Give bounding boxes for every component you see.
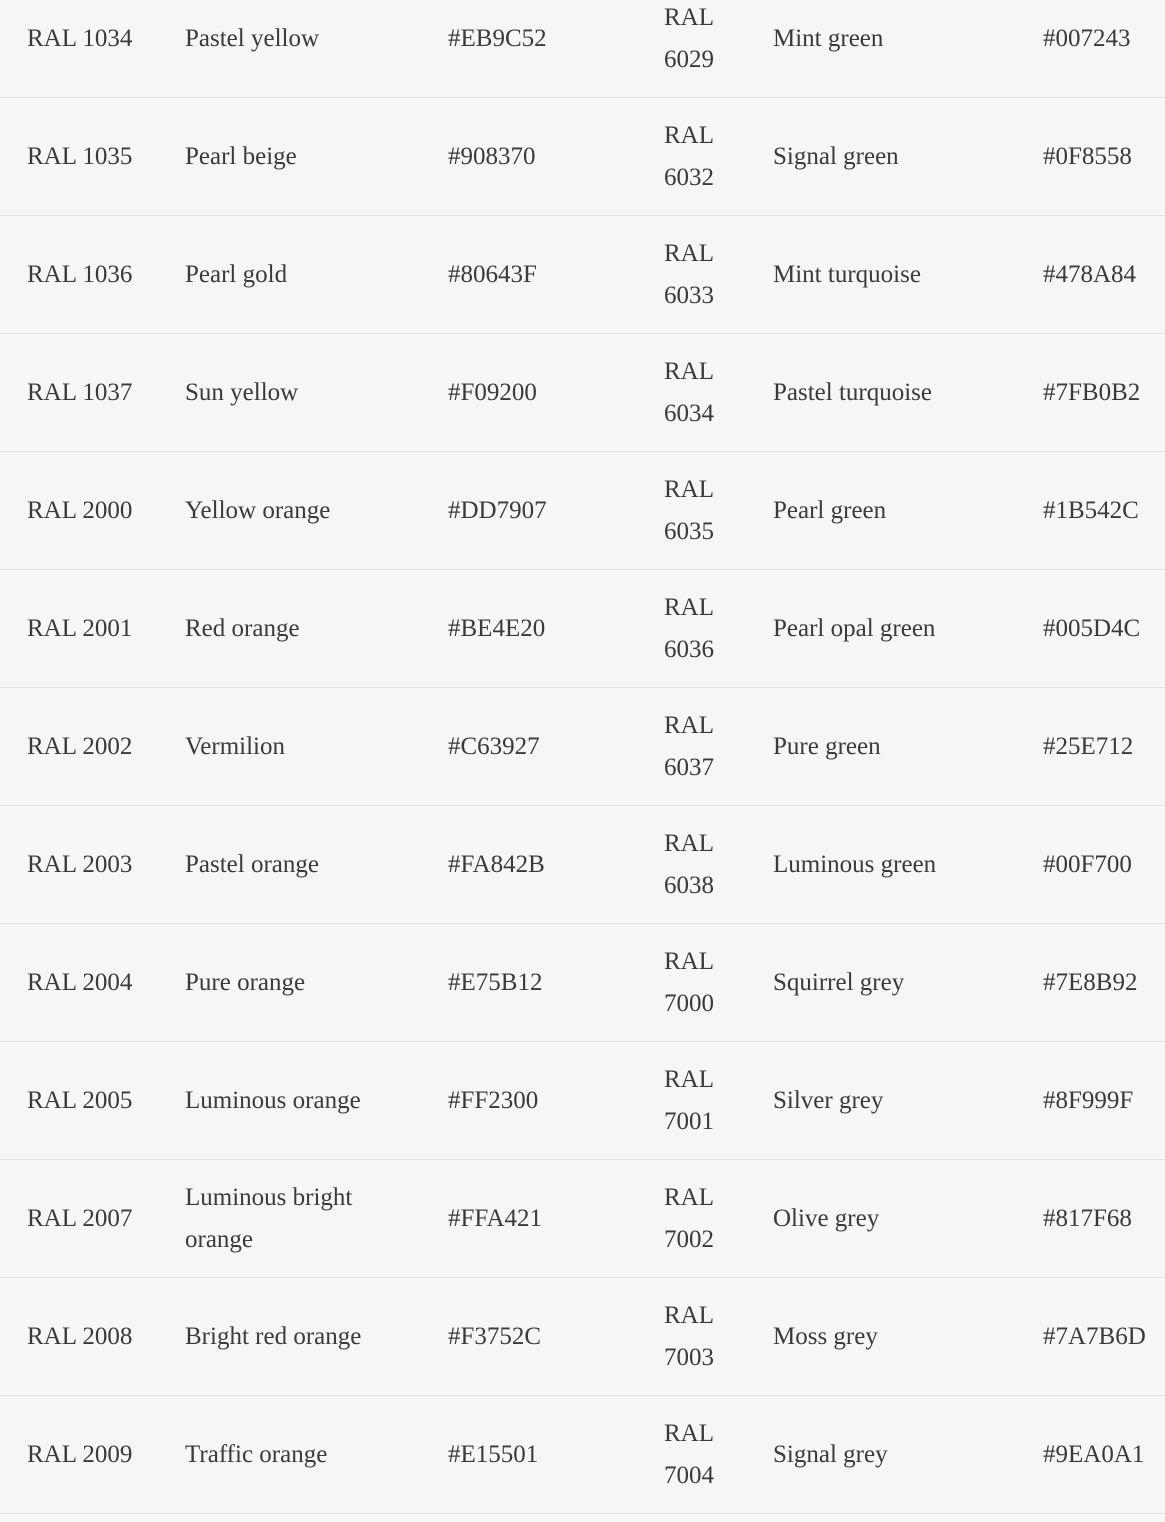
hex-code-cell: #BE4E20 [448,614,546,642]
ral-code-cell: RAL 2003 [27,850,133,878]
color-name-cell: Olive grey [773,1204,880,1232]
hex-code-cell: #817F68 [1043,1204,1132,1232]
color-name-cell: Squirrel grey [773,968,905,996]
table-row [0,688,1165,806]
ral-code-cell: RAL 2005 [27,1086,133,1114]
hex-code-cell: #478A84 [1043,260,1137,288]
ral-code-cell: RAL 6035 [664,475,714,545]
color-name-cell: Moss grey [773,1322,878,1350]
ral-code-cell: RAL 7003 [664,1301,714,1371]
table-row [0,216,1165,334]
color-name-cell: Pastel turquoise [773,378,933,406]
hex-code-cell: #005D4C [1043,614,1141,642]
color-name-cell: Luminous bright orange [185,1183,353,1253]
hex-code-cell: #DD7907 [448,496,547,524]
color-name-cell: Sun yellow [185,378,299,406]
ral-code-cell: RAL 6036 [664,593,714,663]
ral-code-cell: RAL 6038 [664,829,714,899]
table-row [0,334,1165,452]
table-row [0,570,1165,688]
hex-code-cell: #EB9C52 [448,24,547,52]
hex-code-cell: #0F8558 [1043,142,1132,170]
table-row [0,806,1165,924]
ral-code-cell: RAL 7001 [664,1065,714,1135]
color-name-cell: Pearl green [773,496,887,524]
hex-code-cell: #FA842B [448,850,545,878]
hex-code-cell: #FFA421 [448,1204,543,1232]
table-row [0,924,1165,1042]
hex-code-cell: #E75B12 [448,968,543,996]
table-row [0,1278,1165,1396]
ral-code-cell: RAL 7002 [664,1183,714,1253]
hex-code-cell: #F09200 [448,378,537,406]
ral-code-cell: RAL 2004 [27,968,133,996]
hex-code-cell: #8F999F [1043,1086,1134,1114]
ral-code-cell: RAL 2008 [27,1322,133,1350]
color-name-cell: Mint green [773,24,884,52]
table-row [0,0,1165,98]
hex-code-cell: #9EA0A1 [1043,1440,1145,1468]
color-name-cell: Luminous green [773,850,937,878]
color-name-cell: Yellow orange [185,496,331,524]
table-row [0,1042,1165,1160]
ral-code-cell: RAL 6034 [664,357,714,427]
color-name-cell: Red orange [185,614,300,642]
color-name-cell: Traffic orange [185,1440,328,1468]
hex-code-cell: #00F700 [1043,850,1132,878]
hex-code-cell: #C63927 [448,732,540,760]
color-name-cell: Pearl beige [185,142,297,170]
ral-code-cell: RAL 2007 [27,1204,133,1232]
color-name-cell: Pearl opal green [773,614,936,642]
table-row [0,452,1165,570]
ral-code-cell: RAL 7000 [664,947,714,1017]
color-name-cell: Pastel orange [185,850,319,878]
ral-code-cell: RAL 2000 [27,496,133,524]
color-name-cell: Pure orange [185,968,306,996]
hex-code-cell: #7FB0B2 [1043,378,1141,406]
ral-code-cell: RAL 6037 [664,711,714,781]
hex-code-cell: #FF2300 [448,1086,539,1114]
hex-code-cell: #25E712 [1043,732,1134,760]
hex-code-cell: #80643F [448,260,537,288]
color-name-cell: Pearl gold [185,260,288,288]
color-name-cell: Silver grey [773,1086,884,1114]
ral-code-cell: RAL 2002 [27,732,133,760]
color-name-cell: Luminous orange [185,1086,361,1114]
color-name-cell: Pure green [773,732,881,760]
color-name-cell: Mint turquoise [773,260,921,288]
ral-code-cell: RAL 1037 [27,378,133,406]
color-name-cell: Bright red orange [185,1322,362,1350]
ral-code-cell: RAL 2009 [27,1440,133,1468]
hex-code-cell: #007243 [1043,24,1131,52]
ral-code-cell: RAL 1035 [27,142,133,170]
hex-code-cell: #F3752C [448,1322,542,1350]
hex-code-cell: #1B542C [1043,496,1139,524]
ral-code-cell: RAL 2001 [27,614,133,642]
table-row [0,1160,1165,1278]
color-name-cell: Pastel yellow [185,24,320,52]
ral-code-cell: RAL 6033 [664,239,714,309]
ral-code-cell: RAL 1036 [27,260,133,288]
hex-code-cell: #7A7B6D [1043,1322,1146,1350]
hex-code-cell: #E15501 [448,1440,539,1468]
hex-code-cell: #908370 [448,142,536,170]
hex-code-cell: #7E8B92 [1043,968,1138,996]
ral-code-cell: RAL 6032 [664,121,714,191]
ral-code-cell: RAL 6029 [664,3,714,73]
ral-code-cell: RAL 7004 [664,1419,714,1489]
table-row [0,1396,1165,1514]
color-name-cell: Vermilion [185,732,285,760]
table-row [0,98,1165,216]
color-name-cell: Signal green [773,142,899,170]
ral-code-cell: RAL 1034 [27,24,133,52]
color-name-cell: Signal grey [773,1440,888,1468]
